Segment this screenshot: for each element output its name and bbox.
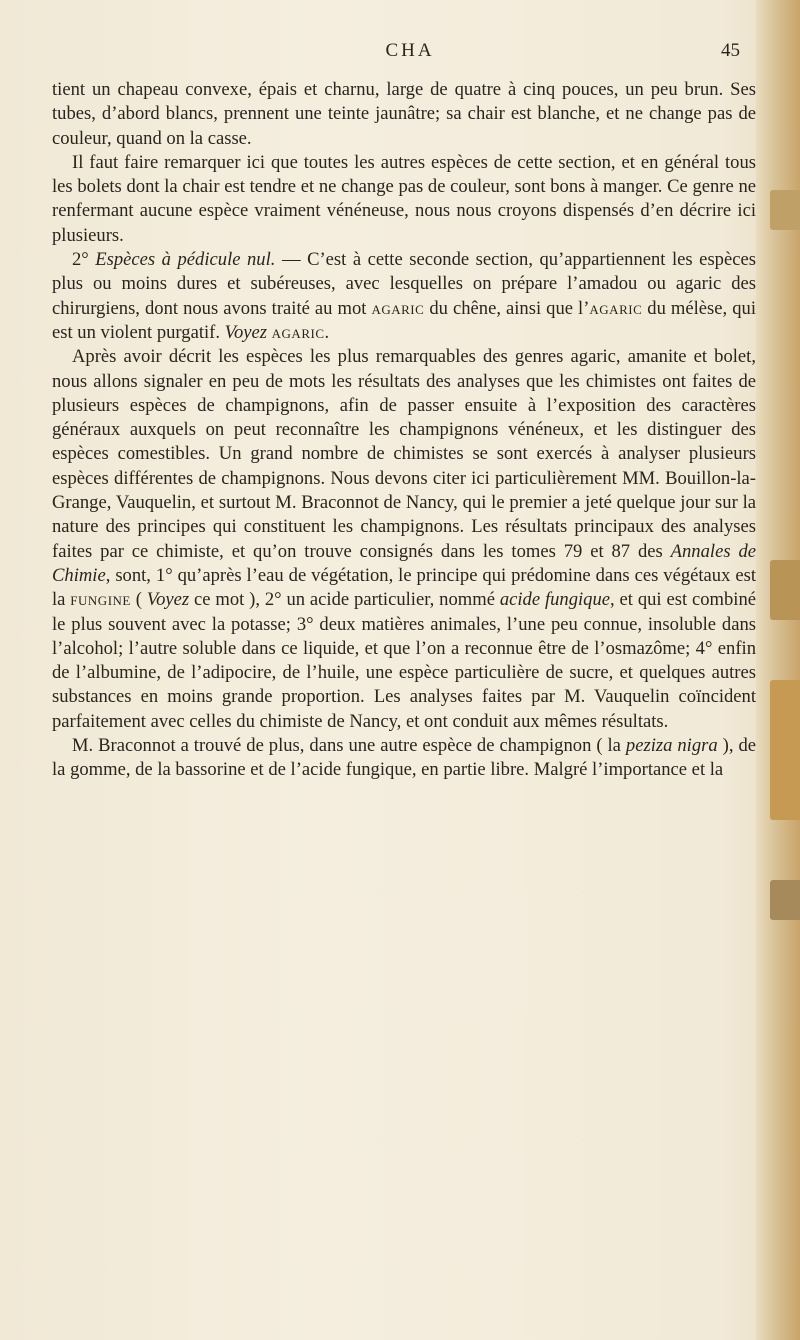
text-run: , et qui est combiné le plus souvent avec la potasse; 3° deux matières animales, l’une peu connue, insoluble dans l’alcohol; l’autre soluble dans ce liquide, et que l’on a reconnue être de l’osmazôme; 4° enfin de l’albumine, de l’adipocire, de l’huile, une espèce particulière de sucre, et quelques autres substances en moins grande proportion. Les analyses faites par M. Vauquelin coïncident parfaitement avec celles du chimiste de Nancy, et ont conduit aux mêmes résultats. xyxy=(52,589,756,732)
text-run: tient un chapeau convexe, épais et charnu, large de quatre à cinq pouces, un peu brun. Ses tubes, d’abord blancs, prennent une teinte jaunâtre; sa chair est blanche, et ne change pas de couleur, quand on la casse. xyxy=(52,79,756,149)
paragraph-p4 xyxy=(52,345,756,734)
small-caps-text: fungine xyxy=(70,589,131,611)
small-caps-text: agaric xyxy=(371,297,425,319)
text-run: ( xyxy=(130,589,147,611)
italic-text: peziza nigra xyxy=(625,735,718,757)
paragraph-p5 xyxy=(52,734,756,783)
italic-text: Espèces à pédicule nul. xyxy=(95,249,276,271)
text-run: 2° xyxy=(72,249,96,271)
italic-text: Voyez xyxy=(146,589,190,611)
italic-text: acide fungique xyxy=(499,589,611,611)
body-text xyxy=(52,78,756,783)
header-title: CHA xyxy=(385,40,435,61)
page-edge-tab xyxy=(770,680,800,820)
paragraph-p2 xyxy=(52,151,756,248)
small-caps-text: agaric xyxy=(271,321,325,343)
text-run: Après avoir décrit les espèces les plus remarquables des genres agaric, amanite et bolet, nous allons signaler en peu de mots les résultats des analyses que les chimistes ont faites de plusieurs espèces de champignons, afin de passer ensuite à l’exposition des caractères généraux auxquels on peut reconnaître les champignons vénéneux, et les distinguer des espèces comestibles. Un grand nombre de chimistes se sont exercés à analyser plusieurs espèces différentes de champignons. Nous devons citer ici particulièrement MM. Bouillon-la-Grange, Vauquelin, et surtout M. Braconnot de Nancy, qui le premier a jeté quelque jour sur la nature des principes qui constituent les champignons. Les résultats principaux des analyses faites par ce chimiste, et qu’on trouve consignés dans les tomes 79 et 87 des xyxy=(52,346,756,562)
text-run: . xyxy=(324,321,330,343)
page-edge-tab xyxy=(770,190,800,230)
text-run: — C’est à cette seconde section, qu’appartiennent les espèces plus ou moins dures et subéreuses, avec lesquelles on prépare l’amadou ou agaric des chirurgiens, dont nous avons traité au mot xyxy=(52,249,756,319)
italic-text: Voyez xyxy=(224,321,267,343)
text-run: Il faut faire remarquer ici que toutes les autres espèces de cette section, et en général tous les bolets dont la chair est tendre et ne change pas de couleur, sont bons à manger. Ce genre ne renfermant aucune espèce vraiment vénéneuse, nous nous croyons dispensés d’en décrire ici plusieurs. xyxy=(52,151,756,246)
page-edge-tab xyxy=(770,880,800,920)
page-edge-tab xyxy=(770,560,800,620)
paragraph-p1 xyxy=(52,78,756,151)
text-run: du chêne, ainsi que l’ xyxy=(424,297,590,319)
page-number: 45 xyxy=(721,40,740,61)
text-run: M. Braconnot a trouvé de plus, dans une autre espèce de champignon ( la xyxy=(72,735,626,757)
paragraph-p3 xyxy=(52,248,756,345)
text-run: ce mot ), 2° un acide particulier, nommé xyxy=(189,589,500,611)
text-run: du mélèse, qui est un violent purgatif. xyxy=(52,297,756,343)
text-run: ), de la gomme, de la bassorine et de l’acide fungique, en partie libre. Malgré l’importance et la xyxy=(52,735,756,781)
running-header xyxy=(60,40,760,70)
small-caps-text: agaric xyxy=(589,297,643,319)
text-run: , sont, 1° qu’après l’eau de végétation, le principe qui prédomine dans ces végétaux est la xyxy=(52,564,756,611)
page-edge xyxy=(756,0,800,1340)
italic-text: Annales de Chimie xyxy=(52,540,756,586)
